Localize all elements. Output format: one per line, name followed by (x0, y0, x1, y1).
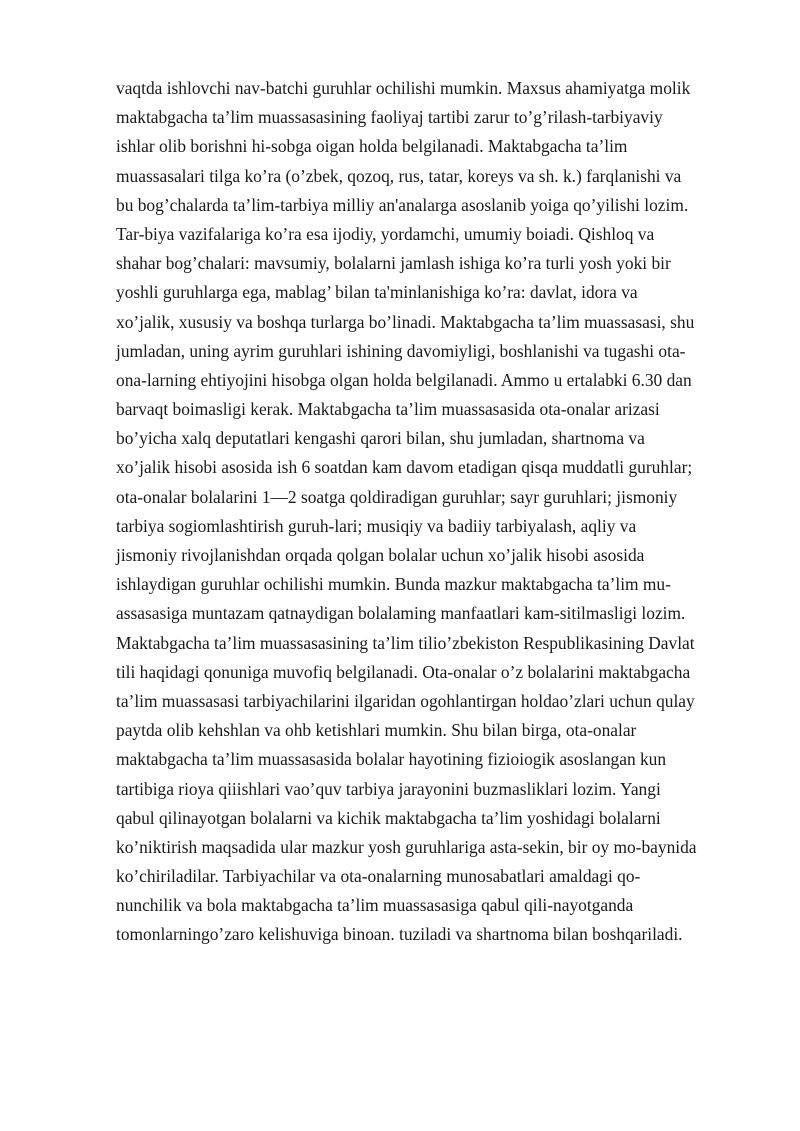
text-line: ko’chiriladilar. Tarbiyachilar va ota-onalarning munosabatlari amaldagi qo- (116, 866, 641, 887)
text-line: ota-onalar bolalarini 1—2 soatga qoldiradigan guruhlar; sayr guruhlari; jismoniy (116, 486, 678, 507)
text-line: xo’jalik, xususiy va boshqa turlarga bo’linadi. Maktabgacha ta’lim muassasasi, shu (116, 311, 695, 332)
text-line: shahar bog’chalari: mavsumiy, bolalarni jamlash ishiga ko’ra turli yosh yoki bir (116, 253, 671, 274)
text-line: ona-larning ehtiyojini hisobga olgan holda belgilanadi. Ammo u ertalabki 6.30 dan (116, 369, 692, 390)
text-line: xo’jalik hisobi asosida ish 6 soatdan kam davom etadigan qisqa muddatli guruhlar; (116, 457, 693, 478)
text-line: qabul qilinayotgan bolalarni va kichik maktabgacha ta’lim yoshidagi bolalarni (116, 807, 661, 828)
text-line: tomonlarningo’zaro kelishuviga binoan. tuziladi va shartnoma bilan boshqariladi. (116, 924, 683, 945)
text-line: bo’yicha xalq deputatlari kengashi qarori bilan, shu jumladan, shartnoma va (116, 428, 645, 449)
text-line: tarbiya sogiomlashtirish guruh-lari; musiqiy va badiiy tarbiyalash, aqliy va (116, 515, 637, 536)
text-line: barvaqt boimasligi kerak. Maktabgacha ta’lim muassasasida ota-onalar arizasi (116, 399, 660, 420)
text-line: nunchilik va bola maktabgacha ta’lim muassasasiga qabul qili-nayotganda (116, 895, 634, 916)
text-line: Maktabgacha ta’lim muassasasining ta’lim tilio’zbekiston Respublikasining Davlat (116, 632, 695, 653)
text-line: maktabgacha ta’lim muassasasida bolalar hayotining fizioiogik asoslangan kun (116, 749, 667, 770)
body-text (116, 74, 756, 950)
text-line: ta’lim muassasasi tarbiyachilarini ilgaridan ogohlantirgan holdao’zlari uchun qulay (116, 690, 695, 711)
text-line: vaqtda ishlovchi nav-batchi guruhlar ochilishi mumkin. Maxsus ahamiyatga molik (116, 78, 691, 98)
text-line: jumladan, uning ayrim guruhlari ishining davomiyligi, boshlanishi va tugashi ota- (116, 340, 686, 361)
text-line: maktabgacha ta’lim muassasasining faoliyaj tartibi zarur to’g’rilash-tarbiyaviy (116, 107, 663, 128)
text-line: tili haqidagi qonuniga muvofiq belgilanadi. Ota-onalar o’z bolalarini maktabgacha (116, 661, 691, 682)
text-line: yoshli guruhlarga ega, mablag’ bilan ta'minlanishiga ko’ra: davlat, idora va (116, 282, 638, 303)
text-line: paytda olib kehshlan va ohb ketishlari mumkin. Shu bilan birga, ota-onalar (116, 720, 637, 741)
text-line: bu bog’chalarda ta’lim-tarbiya milliy an'analarga asoslanib yoiga qo’yilishi lozim. (116, 194, 689, 215)
text-line: assasasiga muntazam qatnaydigan bolalaming manfaatlari kam-sitilmasligi lozim. (116, 603, 686, 624)
text-line: ko’niktirish maqsadida ular mazkur yosh guruhlariga asta-sekin, bir oy mo-baynida (116, 836, 697, 857)
text-line: Tar-biya vazifalariga ko’ra esa ijodiy, yordamchi, umumiy boiadi. Qishloq va (116, 223, 655, 244)
text-line: muassasalari tilga ko’ra (o’zbek, qozoq, rus, tatar, koreys va sh. k.) farqlanishi va (116, 165, 682, 186)
text-line: jismoniy rivojlanishdan orqada qolgan bolalar uchun xo’jalik hisobi asosida (116, 545, 645, 565)
text-line: tartibiga rioya qiiishlari vao’quv tarbiya jarayonini buzmasliklari lozim. Yangi (116, 778, 661, 799)
text-line: ishlaydigan guruhlar ochilishi mumkin. Bunda mazkur maktabgacha ta’lim mu- (116, 574, 671, 595)
text-line: ishlar olib borishni hi-sobga oigan holda belgilanadi. Maktabgacha ta’lim (116, 136, 628, 157)
